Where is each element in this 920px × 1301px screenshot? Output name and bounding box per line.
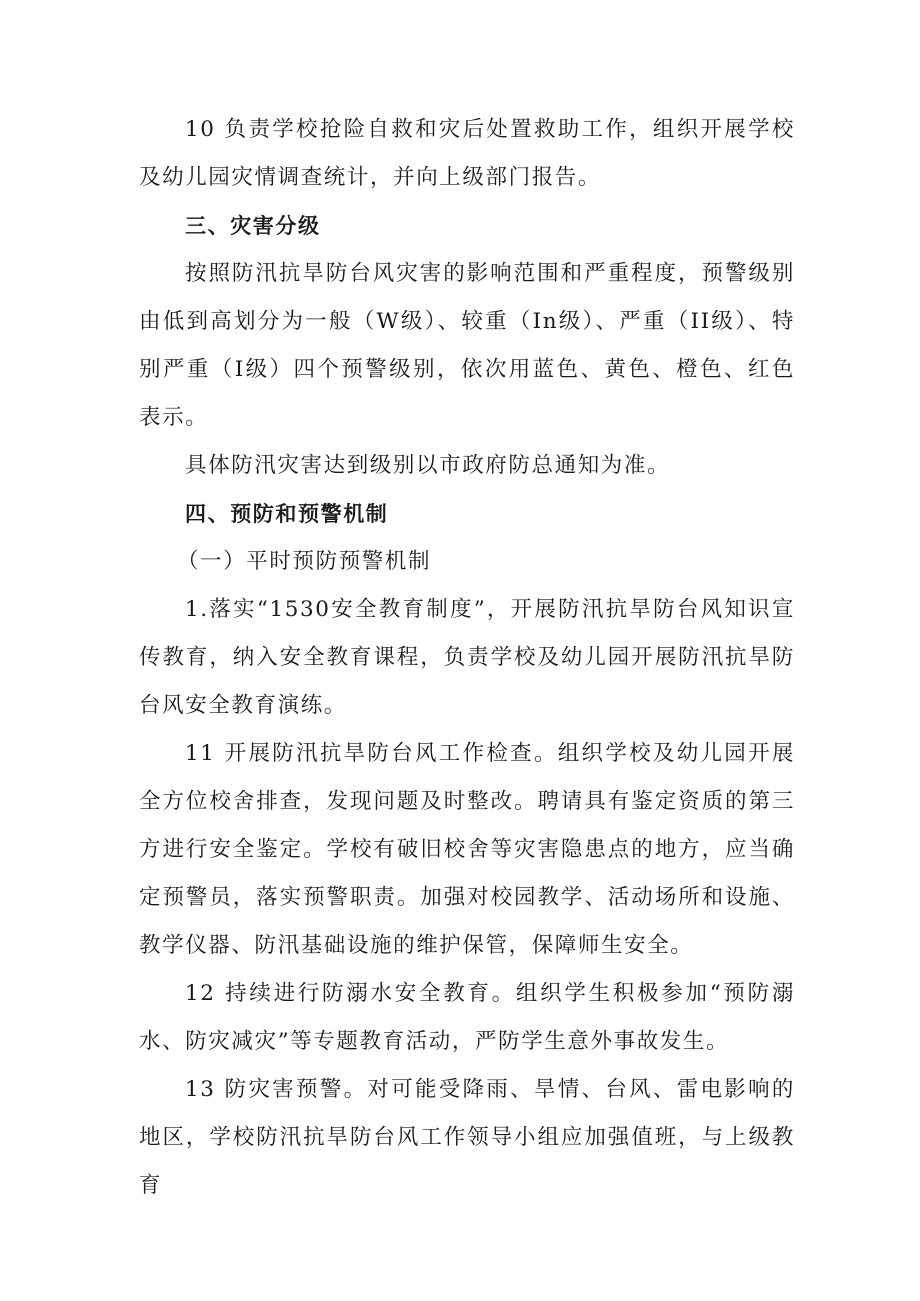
paragraph-item-12: 12 持续进行防溺水安全教育。组织学生积极参加“预防溺水、防灾减灾”等专题教育活动，严防学生意外事故发生。 — [139, 981, 795, 1054]
paragraph-item-1: 1.落实“1530安全教育制度”，开展防汛抗旱防台风知识宣传教育，纳入安全教育课程，负责学校及幼儿园开展防汛抗旱防台风安全教育演练。 — [139, 597, 795, 718]
paragraph-grading-basis: 具体防汛灾害达到级别以市政府防总通知为准。 — [185, 453, 671, 478]
paragraph-item-10: 10 负责学校抢险自救和灾后处置救助工作，组织开展学校及幼儿园灾情调查统计，并向上级部门报告。 — [139, 117, 795, 190]
document-body — [139, 106, 795, 1210]
section-heading-disaster-grading: 三、灾害分级 — [185, 214, 321, 238]
sub-heading-routine-mechanism: （一）平时预防预警机制 — [177, 549, 432, 574]
section-heading-prevention-warning: 四、预防和预警机制 — [185, 502, 389, 526]
paragraph-item-13: 13 防灾害预警。对可能受降雨、旱情、台风、雷电影响的地区，学校防汛抗旱防台风工作领导小组应加强值班，与上级教育 — [139, 1077, 795, 1198]
paragraph-warning-levels: 按照防汛抗旱防台风灾害的影响范围和严重程度，预警级别由低到高划分为一般（W级）、较重（In级）、严重（II级）、特别严重（I级）四个预警级别，依次用蓝色、黄色、橙色、红色表示。 — [139, 261, 795, 430]
paragraph-item-11: 11 开展防汛抗旱防台风工作检查。组织学校及幼儿园开展全方位校舍排查，发现问题及时整改。聘请具有鉴定资质的第三方进行安全鉴定。学校有破旧校舍等灾害隐患点的地方，应当确定预警员，落实预警职责。加强对校园教学、活动场所和设施、教学仪器、防汛基础设施的维护保管，保障师生安全。 — [139, 741, 795, 958]
